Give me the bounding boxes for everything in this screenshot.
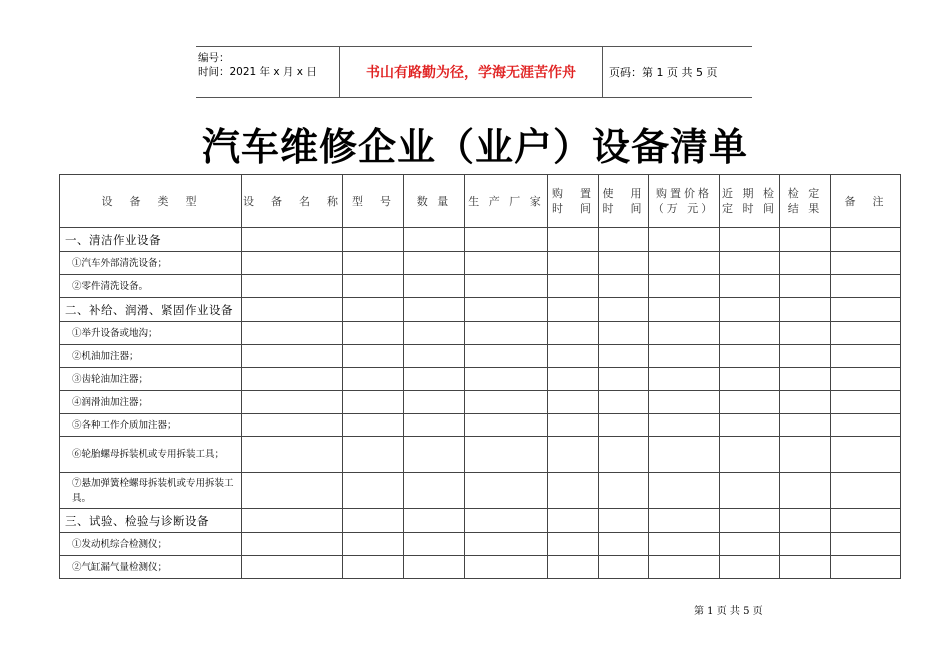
- empty-cell: [649, 275, 720, 298]
- empty-cell: [404, 391, 465, 414]
- empty-cell: [465, 473, 548, 509]
- empty-cell: [831, 322, 901, 345]
- empty-cell: [465, 228, 548, 252]
- empty-cell: [831, 533, 901, 556]
- empty-cell: [599, 228, 649, 252]
- column-header: 购置价格（万 元）: [649, 175, 720, 228]
- page-title: 汽车维修企业（业户）设备清单: [201, 125, 748, 169]
- empty-cell: [831, 252, 901, 275]
- empty-cell: [242, 298, 343, 322]
- table-row: [60, 556, 901, 579]
- empty-cell: [242, 533, 343, 556]
- empty-cell: [720, 414, 780, 437]
- column-header: 购 置 时 间: [548, 175, 599, 228]
- page-code: 页码：第 1 页 共 5 页: [609, 66, 718, 79]
- empty-cell: [599, 322, 649, 345]
- empty-cell: [599, 556, 649, 579]
- empty-cell: [780, 533, 831, 556]
- equipment-type-label: ①汽车外部清洗设备；: [60, 252, 242, 275]
- empty-cell: [404, 437, 465, 473]
- empty-cell: [343, 322, 404, 345]
- empty-cell: [831, 391, 901, 414]
- empty-cell: [465, 509, 548, 533]
- empty-cell: [720, 368, 780, 391]
- equipment-type-label: ⑤各种工作介质加注器；: [60, 414, 242, 437]
- table-row: [60, 345, 901, 368]
- empty-cell: [343, 298, 404, 322]
- equipment-type-label: ②机油加注器；: [60, 345, 242, 368]
- empty-cell: [548, 228, 599, 252]
- empty-cell: [404, 228, 465, 252]
- motto-text: 书山有路勤为径，学海无涯苦作舟: [339, 47, 603, 97]
- page-footer: 第 1 页 共 5 页: [694, 606, 763, 617]
- empty-cell: [465, 368, 548, 391]
- empty-cell: [780, 414, 831, 437]
- section-row: [60, 228, 901, 252]
- empty-cell: [465, 298, 548, 322]
- time-label: 时间：2021 年 x 月 x 日: [198, 66, 317, 78]
- empty-cell: [548, 298, 599, 322]
- equipment-type-label: ⑦悬加弹簧栓螺母拆装机或专用拆装工具。: [60, 473, 242, 509]
- empty-cell: [343, 509, 404, 533]
- empty-cell: [831, 414, 901, 437]
- equipment-type-label: ③齿轮油加注器；: [60, 368, 242, 391]
- category-label: 一、清洁作业设备: [60, 228, 242, 252]
- empty-cell: [465, 275, 548, 298]
- section-row: [60, 298, 901, 322]
- empty-cell: [548, 414, 599, 437]
- empty-cell: [831, 345, 901, 368]
- empty-cell: [649, 391, 720, 414]
- empty-cell: [780, 391, 831, 414]
- empty-cell: [831, 437, 901, 473]
- table-row: [60, 275, 901, 298]
- empty-cell: [720, 391, 780, 414]
- empty-cell: [831, 275, 901, 298]
- empty-cell: [404, 473, 465, 509]
- empty-cell: [599, 533, 649, 556]
- empty-cell: [343, 275, 404, 298]
- column-header: 数 量: [404, 175, 465, 228]
- empty-cell: [548, 509, 599, 533]
- empty-cell: [404, 368, 465, 391]
- table-row: [60, 252, 901, 275]
- empty-cell: [831, 368, 901, 391]
- empty-cell: [242, 556, 343, 579]
- empty-cell: [599, 473, 649, 509]
- empty-cell: [343, 252, 404, 275]
- empty-cell: [548, 368, 599, 391]
- header-meta: [196, 47, 339, 97]
- empty-cell: [404, 298, 465, 322]
- empty-cell: [720, 473, 780, 509]
- empty-cell: [465, 345, 548, 368]
- empty-cell: [649, 322, 720, 345]
- empty-cell: [242, 368, 343, 391]
- empty-cell: [649, 556, 720, 579]
- empty-cell: [242, 414, 343, 437]
- empty-cell: [831, 556, 901, 579]
- table-row: [60, 391, 901, 414]
- empty-cell: [343, 414, 404, 437]
- empty-cell: [465, 533, 548, 556]
- empty-cell: [343, 368, 404, 391]
- empty-cell: [404, 556, 465, 579]
- empty-cell: [404, 345, 465, 368]
- empty-cell: [343, 345, 404, 368]
- empty-cell: [649, 345, 720, 368]
- empty-cell: [720, 322, 780, 345]
- empty-cell: [649, 252, 720, 275]
- empty-cell: [720, 556, 780, 579]
- empty-cell: [404, 252, 465, 275]
- empty-cell: [343, 437, 404, 473]
- column-header: 近 期 检 定 时 间: [720, 175, 780, 228]
- column-header: 使 用 时 间: [599, 175, 649, 228]
- empty-cell: [404, 322, 465, 345]
- empty-cell: [465, 556, 548, 579]
- empty-cell: [831, 473, 901, 509]
- empty-cell: [548, 556, 599, 579]
- empty-cell: [404, 275, 465, 298]
- table-row: [60, 414, 901, 437]
- empty-cell: [720, 509, 780, 533]
- empty-cell: [649, 228, 720, 252]
- empty-cell: [242, 509, 343, 533]
- equipment-type-label: ②气缸漏气量检测仪；: [60, 556, 242, 579]
- empty-cell: [548, 533, 599, 556]
- empty-cell: [465, 322, 548, 345]
- equipment-type-label: ①发动机综合检测仪；: [60, 533, 242, 556]
- empty-cell: [649, 298, 720, 322]
- empty-cell: [649, 414, 720, 437]
- empty-cell: [780, 252, 831, 275]
- empty-cell: [242, 437, 343, 473]
- empty-cell: [599, 437, 649, 473]
- category-label: 二、补给、润滑、紧固作业设备: [60, 298, 242, 322]
- empty-cell: [465, 252, 548, 275]
- empty-cell: [649, 368, 720, 391]
- empty-cell: [780, 437, 831, 473]
- empty-cell: [599, 252, 649, 275]
- empty-cell: [548, 391, 599, 414]
- empty-cell: [649, 437, 720, 473]
- empty-cell: [343, 228, 404, 252]
- table-body: [60, 228, 901, 579]
- empty-cell: [465, 391, 548, 414]
- empty-cell: [343, 473, 404, 509]
- section-row: [60, 509, 901, 533]
- empty-cell: [242, 252, 343, 275]
- empty-cell: [780, 228, 831, 252]
- empty-cell: [599, 298, 649, 322]
- empty-cell: [242, 322, 343, 345]
- number-label: 编号：: [198, 52, 230, 64]
- empty-cell: [599, 275, 649, 298]
- empty-cell: [720, 345, 780, 368]
- empty-cell: [649, 473, 720, 509]
- empty-cell: [404, 533, 465, 556]
- table-row: [60, 368, 901, 391]
- empty-cell: [780, 345, 831, 368]
- table-row: [60, 473, 901, 509]
- empty-cell: [548, 275, 599, 298]
- empty-cell: [599, 368, 649, 391]
- empty-cell: [780, 322, 831, 345]
- empty-cell: [242, 391, 343, 414]
- empty-cell: [720, 298, 780, 322]
- empty-cell: [548, 345, 599, 368]
- empty-cell: [343, 533, 404, 556]
- empty-cell: [242, 345, 343, 368]
- empty-cell: [599, 345, 649, 368]
- empty-cell: [242, 228, 343, 252]
- empty-cell: [548, 322, 599, 345]
- empty-cell: [831, 298, 901, 322]
- empty-cell: [242, 473, 343, 509]
- table-row: [60, 437, 901, 473]
- empty-cell: [720, 275, 780, 298]
- table-header-row: [60, 175, 901, 228]
- empty-cell: [780, 473, 831, 509]
- column-header: 生 产 厂 家: [465, 175, 548, 228]
- empty-cell: [780, 275, 831, 298]
- column-header: 备 注: [831, 175, 901, 228]
- empty-cell: [720, 533, 780, 556]
- equipment-table: [59, 174, 901, 579]
- equipment-type-label: ④润滑油加注器；: [60, 391, 242, 414]
- column-header: 设 备 名 称: [242, 175, 343, 228]
- empty-cell: [599, 391, 649, 414]
- empty-cell: [780, 556, 831, 579]
- empty-cell: [720, 228, 780, 252]
- table-row: [60, 322, 901, 345]
- equipment-type-label: ②零件清洗设备。: [60, 275, 242, 298]
- table-row: [60, 533, 901, 556]
- column-header: 检 定 结 果: [780, 175, 831, 228]
- equipment-type-label: ⑥轮胎螺母拆装机或专用拆装工具；: [60, 437, 242, 473]
- empty-cell: [343, 556, 404, 579]
- empty-cell: [720, 437, 780, 473]
- empty-cell: [404, 414, 465, 437]
- empty-cell: [548, 252, 599, 275]
- empty-cell: [780, 509, 831, 533]
- empty-cell: [343, 391, 404, 414]
- empty-cell: [599, 414, 649, 437]
- equipment-type-label: ①举升设备或地沟；: [60, 322, 242, 345]
- empty-cell: [649, 509, 720, 533]
- empty-cell: [548, 473, 599, 509]
- empty-cell: [831, 509, 901, 533]
- empty-cell: [599, 509, 649, 533]
- empty-cell: [780, 298, 831, 322]
- category-label: 三、试验、检验与诊断设备: [60, 509, 242, 533]
- column-header: 型 号: [343, 175, 404, 228]
- empty-cell: [465, 414, 548, 437]
- empty-cell: [548, 437, 599, 473]
- empty-cell: [780, 368, 831, 391]
- document-header: [196, 46, 752, 98]
- empty-cell: [465, 437, 548, 473]
- empty-cell: [831, 228, 901, 252]
- empty-cell: [649, 533, 720, 556]
- empty-cell: [242, 275, 343, 298]
- column-header: 设 备 类 型: [60, 175, 242, 228]
- empty-cell: [404, 509, 465, 533]
- empty-cell: [720, 252, 780, 275]
